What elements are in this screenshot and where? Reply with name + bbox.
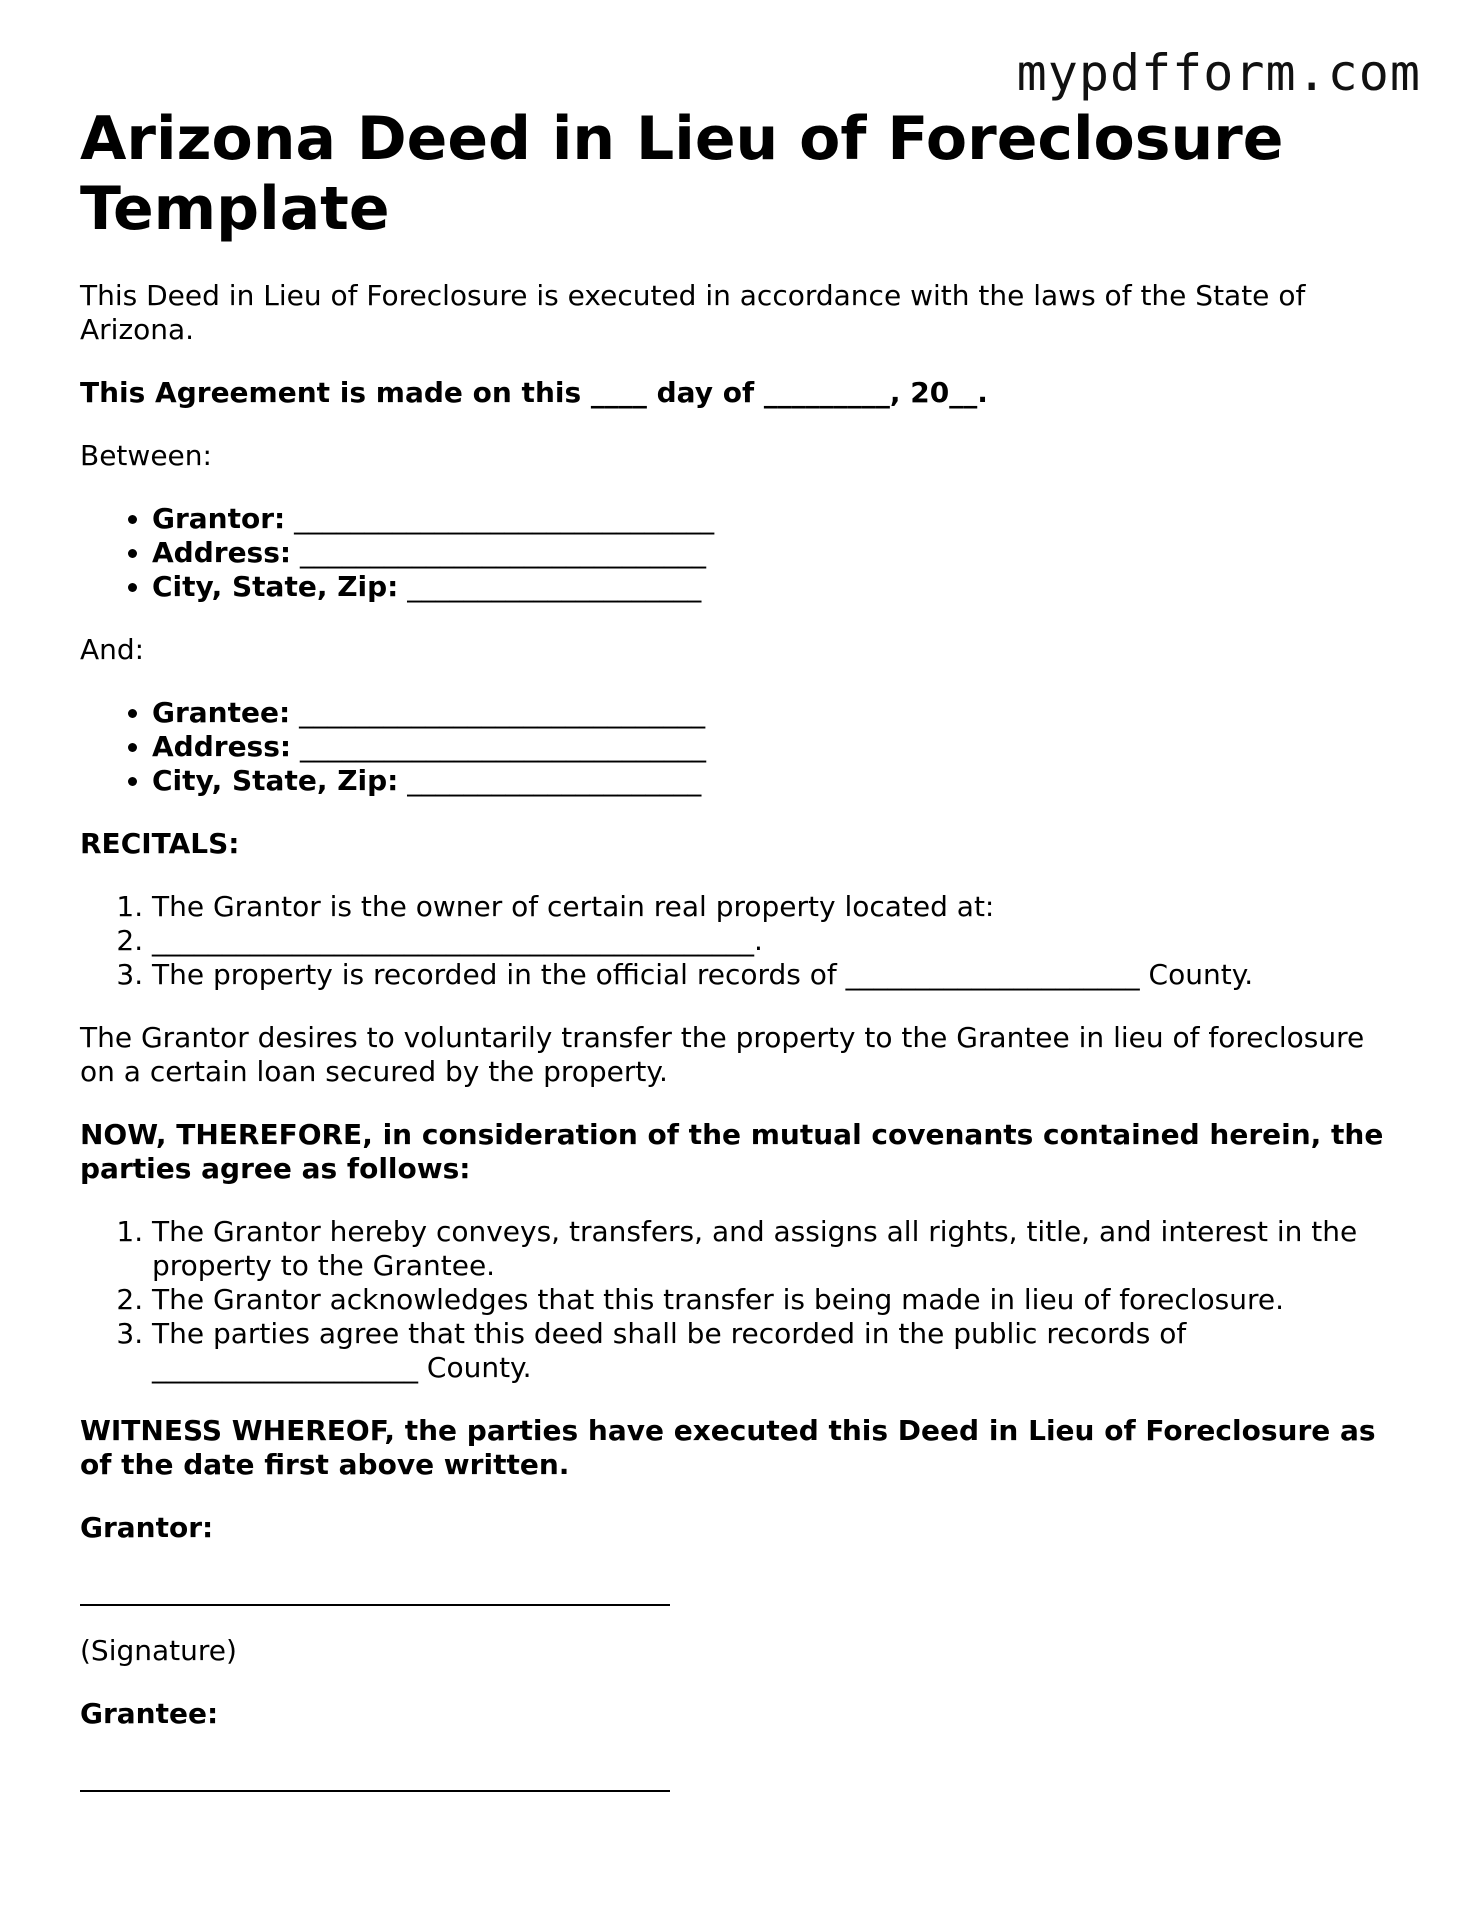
agreement-item: 2. The Grantor acknowledges that this transfer is being made in lieu of foreclosure. [152, 1283, 1400, 1317]
watermark: mypdfform.com [1016, 44, 1421, 102]
between-label: Between: [80, 439, 212, 472]
and-label: And: [80, 633, 145, 666]
grantor-city-state-zip-field [152, 570, 1400, 604]
now-therefore-paragraph: NOW, THEREFORE, in consideration of the mutual covenants contained herein, the parties agree as follows: [80, 1118, 1384, 1185]
document-page [80, 104, 1400, 1792]
document-title: Arizona Deed in Lieu of Foreclosure Template [80, 104, 1284, 244]
witness-paragraph: WITNESS WHEREOF, the parties have executed this Deed in Lieu of Foreclosure as of the date first above written. [80, 1414, 1376, 1481]
field-blank: _____________________ [407, 570, 702, 603]
signature-caption: (Signature) [80, 1634, 237, 1667]
grantor-address-field [152, 536, 1400, 570]
grantee-city-state-zip-field [152, 764, 1400, 798]
field-blank: _____________________________ [300, 730, 706, 763]
field-label: Grantee: [152, 696, 291, 729]
agreement-item: 3. The parties agree that this deed shall be recorded in the public records of ___________________ County. [152, 1317, 1400, 1385]
desire-paragraph: The Grantor desires to voluntarily transfer the property to the Grantee in lieu of foreclosure on a certain loan secured by the property. [80, 1021, 1365, 1088]
grantor-name-field [152, 502, 1400, 536]
agreement-item: 1. The Grantor hereby conveys, transfers, and assigns all rights, title, and interest in the property to the Grantee. [152, 1215, 1400, 1283]
agreements-list [80, 1215, 1400, 1385]
field-label: Address: [152, 536, 292, 569]
grantee-signature-label: Grantee: [80, 1697, 219, 1730]
grantee-signature-line [80, 1768, 670, 1792]
field-label: City, State, Zip: [152, 570, 399, 603]
agreement-date-line: This Agreement is made on this ____ day of _________, 20__. [80, 376, 988, 409]
field-blank: _____________________________ [299, 696, 706, 729]
grantor-signature-line [80, 1582, 670, 1606]
field-label: Address: [152, 730, 292, 763]
grantor-fields-list [80, 502, 1400, 604]
grantor-signature-label: Grantor: [80, 1511, 214, 1544]
grantee-address-field [152, 730, 1400, 764]
field-label: Grantor: [152, 502, 286, 535]
recitals-list [80, 890, 1400, 992]
field-blank: _____________________________ [300, 536, 706, 569]
recital-item: 3. The property is recorded in the official records of _____________________ County. [152, 958, 1400, 992]
grantee-fields-list [80, 696, 1400, 798]
recital-item: 1. The Grantor is the owner of certain real property located at: [152, 890, 1400, 924]
grantee-name-field [152, 696, 1400, 730]
field-label: City, State, Zip: [152, 764, 399, 797]
recitals-heading: RECITALS: [80, 827, 240, 860]
recital-item: 2. ___________________________________________. [152, 924, 1400, 958]
field-blank: ______________________________ [294, 502, 715, 535]
intro-paragraph: This Deed in Lieu of Foreclosure is executed in accordance with the laws of the State of Arizona. [80, 279, 1306, 346]
field-blank: _____________________ [407, 764, 702, 797]
